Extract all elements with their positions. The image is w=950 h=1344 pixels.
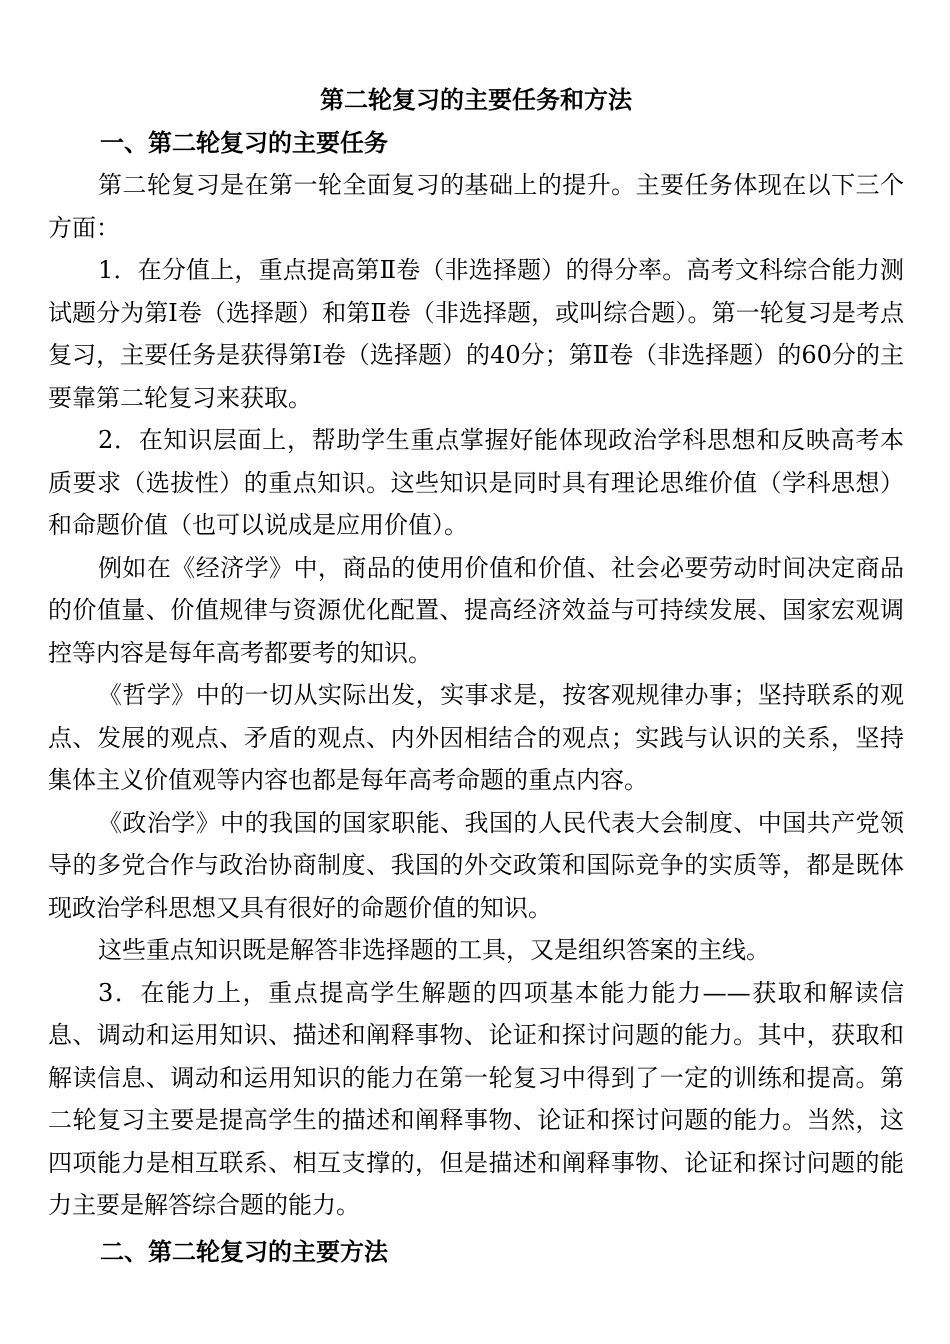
paragraph-intro: 第二轮复习是在第一轮全面复习的基础上的提升。主要任务体现在以下三个方面： [48,171,904,242]
paragraph-philosophy-example: 《哲学》中的一切从实际出发，实事求是，按客观规律办事；坚持联系的观点、发展的观点、矛盾的观点、内外因相结合的观点；实践与认识的关系，坚持集体主义价值观等内容也都是每年高考命题的重点内容。 [48,681,904,794]
paragraph-economics-example: 例如在《经济学》中，商品的使用价值和价值、社会必要劳动时间决定商品的价值量、价值规律与资源优化配置、提高经济效益与可持续发展、国家宏观调控等内容是每年高考都要考的知识。 [48,553,904,667]
paragraph-point-1: 1．在分值上，重点提高第Ⅱ卷（非选择题）的得分率。高考文科综合能力测试题分为第Ⅰ卷（选择题）和第Ⅱ卷（非选择题，或叫综合题）。第一轮复习是考点复习，主要任务是获得第Ⅰ卷（选择题）的40分；第Ⅱ卷（非选择题）的60分的主要靠第二轮复习来获取。 [48,256,904,412]
paragraph-politics-example: 《政治学》中的我国的国家职能、我国的人民代表大会制度、中国共产党领导的多党合作与政治协商制度、我国的外交政策和国际竞争的实质等，都是既体现政治学科思想又具有很好的命题价值的知识。 [48,808,904,922]
section-heading-tasks: 一、第二轮复习的主要任务 [100,129,388,157]
paragraph-point-3: 3．在能力上，重点提高学生解题的四项基本能力能力——获取和解读信息、调动和运用知识、描述和阐释事物、论证和探讨问题的能力。其中，获取和解读信息、调动和运用知识的能力在第一轮复习中得到了一定的训练和提高。第二轮复习主要是提高学生的描述和阐释事物、论证和探讨问题的能力。当然，这四项能力是相互联系、相互支撑的，但是描述和阐释事物、论证和探讨问题的能力主要是解答综合题的能力。 [48,978,904,1219]
paragraph-key-knowledge: 这些重点知识既是解答非选择题的工具，又是组织答案的主线。 [98,936,770,964]
paragraph-point-2: 2．在知识层面上，帮助学生重点掌握好能体现政治学科思想和反映高考本质要求（选拔性）的重点知识。这些知识是同时具有理论思维价值（学科思想）和命题价值（也可以说成是应用价值）。 [48,426,904,539]
document-title: 第二轮复习的主要任务和方法 [320,86,632,114]
document-page [48,78,904,1273]
section-heading-methods: 二、第二轮复习的主要方法 [100,1237,388,1266]
